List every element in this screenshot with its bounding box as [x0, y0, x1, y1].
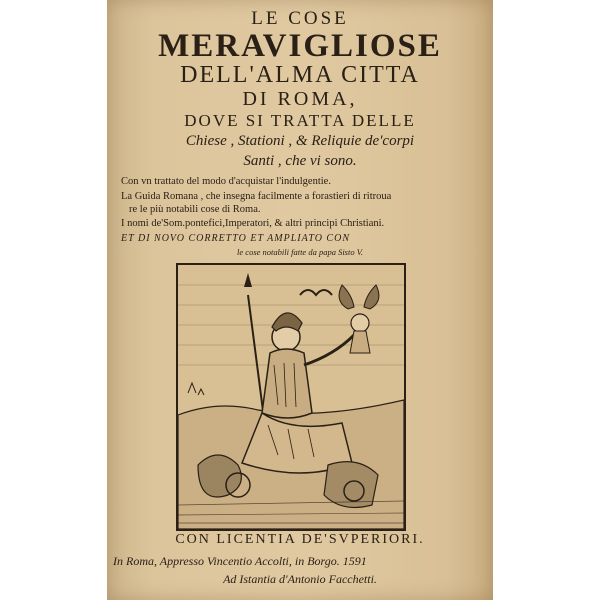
title-line-6: Chiese , Stationi , & Reliquie de'corpi: [185, 133, 415, 149]
license-line: CON LICENTIA DE'SVPERIORI.: [175, 532, 425, 547]
title-line-2: MERAVIGLIOSE: [158, 28, 442, 64]
contents-line-2: La Guida Romana , che insegna facilmente a forastieri di ritroua: [121, 191, 392, 202]
title-line-3: DELL'ALMA CITTA: [180, 62, 420, 88]
contents-line-1: Con vn trattato del modo d'acquistar l'indulgentie.: [121, 176, 331, 187]
woodcut-illustration: [176, 263, 406, 531]
contents-line-3: re le più notabili cose di Roma.: [129, 204, 261, 215]
title-line-7: Santi , che vi sono.: [243, 153, 357, 169]
title-line-4: DI ROMA,: [242, 88, 358, 110]
title-line-1: LE COSE: [251, 8, 349, 29]
woodcut-figure-icon: [178, 265, 404, 529]
imprint-line: In Roma, Appresso Vincentio Accolti, in Borgo. 1591: [113, 554, 367, 568]
imprint-subline: Ad Istantia d'Antonio Facchetti.: [223, 572, 377, 586]
contents-line-4: I nomi de'Som.pontefici,Imperatori, & altri principi Christiani.: [121, 218, 385, 229]
edition-subline: le cose notabili fatte da papa Sisto V.: [237, 247, 363, 257]
title-page: [107, 0, 493, 600]
edition-line: ET DI NOVO CORRETTO ET AMPLIATO CON: [121, 233, 350, 244]
title-line-5: DOVE SI TRATTA DELLE: [184, 111, 416, 130]
